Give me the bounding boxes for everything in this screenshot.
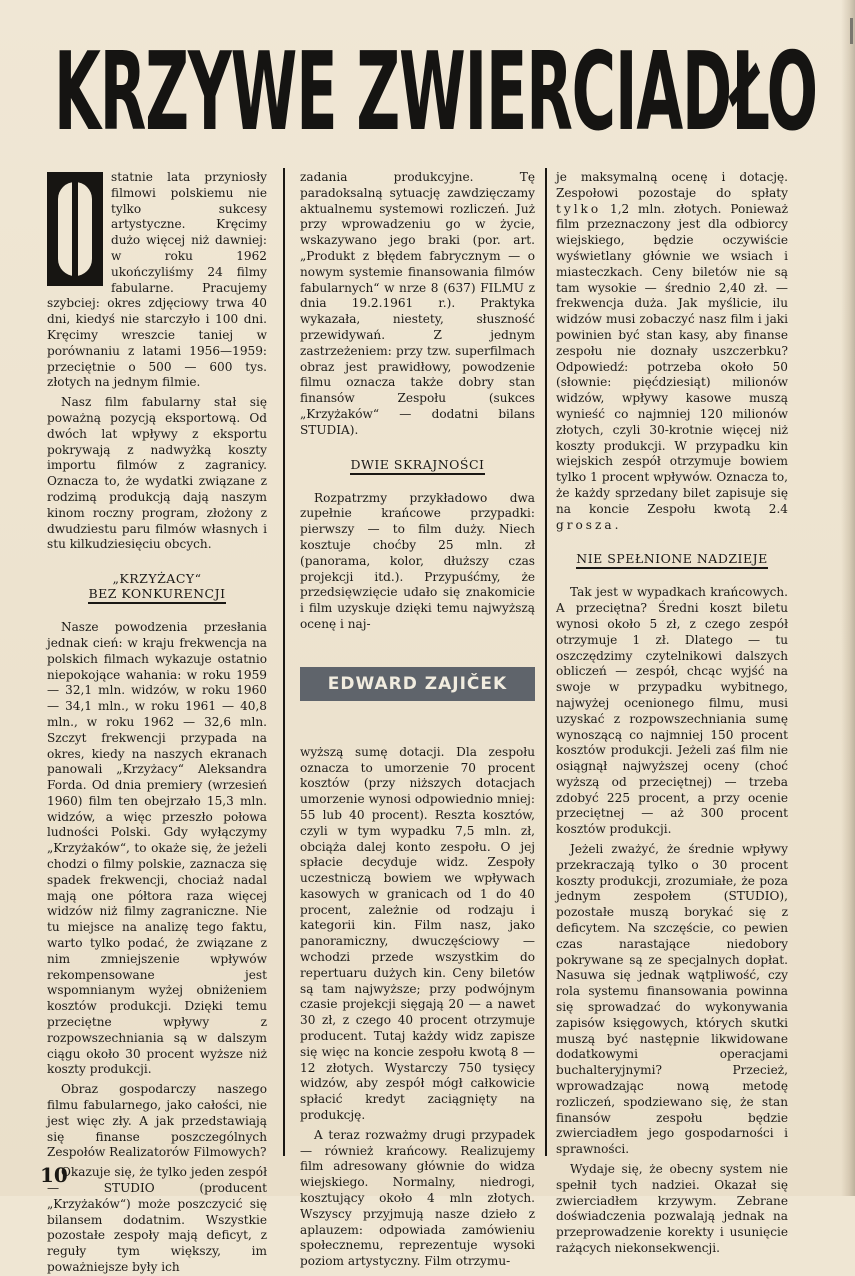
author-byline: EDWARD ZAJIČEK (300, 667, 535, 701)
paragraph: zadania produkcyjne. Tę paradoksalną sytuację zawdzięczamy aktualnemu systemowi rozliczeń. Już przy wprowadzeniu go w życie, wskazywano jego braki (por. art. „Produkt z błędem fabrycznym — o nowym systemie finansowania filmów fabularnych“ w nrze 8 (637) FILMU z dnia 19.2.1961 r.). Praktyka wykazała, niestety, słuszność przewidywań. Z jednym zastrzeżeniem: przy tzw. superfilmach obraz jest prawidłowy, powodzenie filmu oznacza także dobry stan finansów Zespołu (sukces „Krzyżaków“ — dodatni bilans STUDIA). (300, 170, 535, 437)
page-fold (841, 0, 855, 1196)
column-divider (283, 168, 285, 1156)
drop-cap-icon (47, 172, 103, 286)
section-heading: „KRZYŻACY“ BEZ KONKURENCJI (47, 571, 267, 604)
paragraph: Okazuje się, że tylko jeden zespół — STUDIO (producent „Krzyżaków“) może poszczycić się bilansem dodatnim. Wszystkie pozostałe zespoły mają deficyt, z reguły tym większy, im poważniejsze były ich (47, 1165, 267, 1274)
paragraph: Rozpatrzmy przykładowo dwa zupełnie krańcowe przypadki: pierwszy — to film duży. Niech kosztuje choćby 25 mln. zł (panorama, kolor, dłuższy czas projekcji itd.). Przypuśćmy, że przedsięwzięcie udało się znakomicie i film uzyskuje dzięki temu najwyższą ocenę i naj- (300, 490, 535, 631)
paragraph: Wydaje się, że obecny system nie spełnił tych nadziei. Okazał się zwierciadłem krzywym. Zebrane doświadczenia pozwalają jednak na przeprowadzenie korekty i usunięcie rażących niekonsekwencji. (556, 1162, 788, 1255)
page-edge-mark (850, 18, 853, 44)
paragraph: Nasz film fabularny stał się poważną pozycją eksportową. Od dwóch lat wpływy z eksportu pokrywają z nadwyżką koszty importu filmów z zagranicy. Oznacza to, że wydatki związane z rodzimą produkcją dają naszym kinom roczny program, złożony z dwudziestu paru filmów własnych i stu kilkudziesięciu obcych. (47, 395, 267, 552)
paragraph: Tak jest w wypadkach krańcowych. A przeciętna? Średni koszt biletu wynosi około 5 zł, z czego zespół otrzymuje 1 zł. Dlatego — tu oszczędzimy czytelnikowi dalszych obliczeń — zespół, chcąc wyjść na swoje w przypadku wybitnego, najwyżej ocenionego filmu, musi uzyskać z rozpowszechniania sumę wynoszącą co najmniej 150 procent kosztów produkcji. Jeżeli zaś film nie osiągnął najwyższej oceny (choć wyższą od przeciętnej) — trzeba zdobyć 225 procent, a przy ocenie przeciętnej — aż 300 procent kosztów produkcji. (556, 585, 788, 837)
section-heading: NIE SPEŁNIONE NADZIEJE (556, 551, 788, 569)
section-heading: DWIE SKRAJNOŚCI (300, 457, 535, 475)
column-3 (556, 170, 788, 1257)
column-divider (545, 168, 547, 1156)
paragraph: Nasze powodzenia przesłania jednak cień: w kraju frekwencja na polskich filmach wykazuje ostatnio niepokojące wahania: w roku 1959 — 32,1 mln. widzów, w roku 1960 — 34,1 mln., w roku 1961 — 40,8 mln., w roku 1962 — 32,6 mln. Szczyt frekwencji przypada na okres, kiedy na naszych ekranach panowali „Krzyżacy“ Aleksandra Forda. Od dnia premiery (wrzesień 1960) film ten obejrzało 15,3 mln. widzów, a więc przeszło połowa ludności Polski. Gdy wyłączymy „Krzyżaków“, to okaże się, że jeżeli chodzi o filmy polskie, zaznacza się spadek frekwencji, chociaż nadal mają one półtora raza więcej widzów niż filmy zagraniczne. Nie tu miejsce na analizę tego faktu, warto tylko podać, że związane z nim zmniejszenie wpływów rekompensowane jest wspomnianym wyżej obniżeniem kosztów produkcji. Dzięki temu przeciętne wpływy z rozpowszechniania są w dalszym ciągu około 30 procent wyższe niż koszty produkcji. (47, 620, 267, 1077)
paragraph: Jeżeli zważyć, że średnie wpływy przekraczają tylko o 30 procent koszty produkcji, zrozumiałe, że poza jednym zespołem (STUDIO), pozostałe muszą borykać się z deficytem. Na szczęście, co pewien czas narastające niedobory pokrywane są ze specjalnych dopłat. Nasuwa się jednak wątpliwość, czy rola systemu finansowania powinna się sprowadzać do wykonywania zapisów księgowych, których skutki muszą być następnie likwidowane dodatkowymi operacjami buchalteryjnymi? Przecież, wprowadzając nową metodę rozliczeń, spodziewano się, że stan finansów zespołu będzie zwierciadłem jego gospodarności i sprawności. (556, 842, 788, 1157)
page-number: 10 (40, 1163, 68, 1187)
emphasis: grosza. (556, 517, 622, 532)
article-title: KRZYWE ZWIERCIADŁO (54, 30, 817, 155)
paragraph: statnie lata przyniosły filmowi polskiemu nie tylko sukcesy artystyczne. Kręcimy dużo więcej niż dawniej: w roku 1962 ukończyliśmy 24 filmy fabularne. Pracujemy szybciej: okres zdjęciowy trwa 40 dni, kiedyś nie starczyło i 100 dni. Kręcimy wreszcie taniej w porównaniu z latami 1956—1959: przeciętnie o 500 — 600 tys. złotych na jednym filmie. (47, 170, 267, 390)
emphasis: tylko (556, 201, 602, 216)
paragraph: Obraz gospodarczy naszego filmu fabularnego, jako całości, nie jest więc zły. A jak przedstawiają się finanse poszczególnych Zespołów Realizatorów Filmowych? (47, 1082, 267, 1160)
paragraph: wyższą sumę dotacji. Dla zespołu oznacza to umorzenie 70 procent kosztów (przy niższych dotacjach umorzenie wynosi odpowiednio mniej: 55 lub 40 procent). Reszta kosztów, czyli w tym wypadku 7,5 mln. zł, obciąża dalej konto zespołu. O jej spłacie decyduje widz. Zespoły uczestniczą bowiem we wpływach kasowych w granicach od 1 do 40 procent, zależnie od rodzaju i kategorii kin. Film nasz, jako panoramiczny, dwuczęściowy — wchodzi przede wszystkim do repertuaru dużych kin. Ceny biletów są tam najwyższe; przy podwójnym czasie projekcji sięgają 20 — a nawet 30 zł, z czego 40 procent otrzymuje producent. Tutaj każdy widz zapisze się więc na koncie zespołu kwotą 8 — 12 złotych. Wystarczy 750 tysięcy widzów, aby zespół mógł całkowicie spłacić kredyt zaciągnięty na produkcję. (300, 744, 535, 1123)
column-2 (300, 170, 535, 1270)
paragraph: je maksymalną ocenę i dotację. Zespołowi pozostaje do spłaty tylko 1,2 mln. złotych. Ponieważ film przeznaczony jest dla odbiorcy wiejskiego, będzie oczywiście wyświetlany głównie we wsiach i miasteczkach. Ceny biletów nie są tam wysokie — średnio 2,40 zł. — frekwencja duża. Jak myślicie, ilu widzów musi zobaczyć nasz film i jaki powinien być stan kasy, aby finanse zespołu nie doznały uszczerbku? Odpowiedź: potrzeba około 50 (słownie: pięćdziesiąt) milionów widzów, wpływy kasowe muszą wynieść co najmniej 120 milionów złotych, czyli 30-krotnie więcej niż koszty produkcji. W przypadku kin wiejskich zespół otrzymuje bowiem tylko 1 procent wpływów. Oznacza to, że każdy sprzedany bilet zapisuje się na koncie Zespołu kwotą 2.4 grosza. (556, 170, 788, 532)
column-1 (47, 170, 267, 1276)
paragraph: A teraz rozważmy drugi przypadek — również krańcowy. Realizujemy film adresowany głównie do widza wiejskiego. Normalny, niedrogi, kosztujący około 4 mln złotych. Wszyscy przyjmują nasze dzieło z aplauzem: odpowiada zamówieniu społecznemu, reprezentuje wysoki poziom artystyczny. Film otrzymu- (300, 1127, 535, 1269)
